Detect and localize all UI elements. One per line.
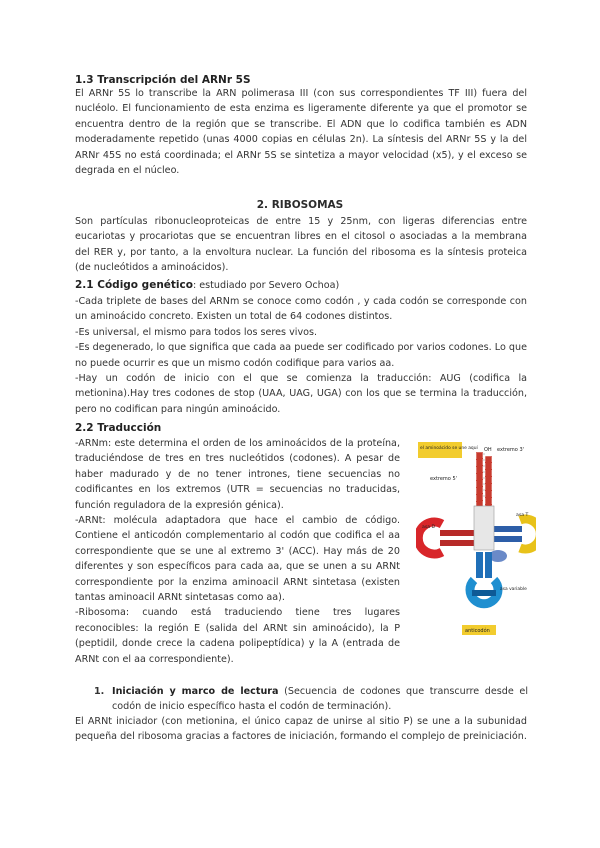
- numbered-item-heading: Iniciación y marco de lectura: [112, 686, 279, 697]
- t-arm-label: asa T: [516, 513, 529, 518]
- acceptor-stem: [476, 452, 492, 508]
- numbered-item-text: (Secuencia de codones que transcurre desde el codón de inicio específico hasta el codón de terminación).: [112, 686, 529, 713]
- five-end-label: extremo 5': [430, 476, 458, 482]
- section-13-heading: 1.3 Transcripción del ARNr 5S: [75, 74, 251, 86]
- section-22-list: [75, 436, 400, 667]
- three-end-label: extremo 3': [497, 447, 525, 453]
- section-22-item: -Ribosoma: cuando está traduciendo tiene tres lugares reconocibles: la región E (salida del ARNt sin aminoácido), la P (peptidil, donde crece la cadena polipeptídica) y la A (entrada de ARNt con el aa correspondiente).: [75, 607, 400, 665]
- section-21-heading: 2.1 Código genético: [75, 279, 193, 291]
- section-21-item: -Es universal, el mismo para todos los seres vivos.: [75, 326, 318, 338]
- anticodon-label: anticodón: [465, 628, 490, 634]
- variable-label: asa variable: [500, 587, 527, 592]
- section-21-item: -Hay un codón de inicio con el que se comienza la traducción: AUG (codifica la metionina).Hay tres codones de stop (UAA, UAG, UGA) con los que se termina la traducción, pero no codifican para ningún aminoácido.: [75, 373, 527, 415]
- numbered-item: [94, 684, 528, 715]
- section-21-heading-line: [75, 279, 527, 291]
- section-21-heading-suffix: : estudiado por Severo Ochoa): [192, 280, 340, 291]
- section-21-item: -Cada triplete de bases del ARNm se conoce como codón , y cada codón se corresponde con un aminoácido concreto. Existen un total de 64 codones distintos.: [75, 296, 527, 323]
- section-22-item: -ARNt: molécula adaptadora que hace el cambio de código. Contiene el anticodón complementario al codón que codifica el aa correspondiente que se une al extremo 3' (ACC). Hay más de 20 diferentes y son específicos para cada aa, que se unen a su ARNt correspondiente por la enzima aminoacil ARNt sintetasa (existen tantas aminoacil ARNt sintetasas como aa).: [75, 515, 400, 604]
- t-arm: [492, 512, 536, 549]
- section-21-item: -Es degenerado, lo que significa que cada aa puede ser codificado por varios codones. Lo que no puede ocurrir es que un mismo codón codifique para varios aa.: [75, 342, 527, 369]
- section-13-body: El ARNr 5S lo transcribe la ARN polimerasa III (con sus correspondientes TF III) fuera del nucléolo. El funcionamiento de esta enzima es ligeramente diferente ya que el promotor se encuentra dentro de la región que se transcribe. El ADN que lo codifica también es ADN moderadamente repetido (unas 4000 copias en células 2n). La síntesis del ARNr 5S y la del ARNr 45S no está coordinada; el ARNr 5S se sintetiza a mayor velocidad (x5), y el exceso se degrada en el núcleo.: [75, 88, 527, 177]
- section-2-heading: 2. RIBOSOMAS: [256, 199, 344, 211]
- numbered-item-number: 1.: [94, 686, 105, 697]
- section-22-heading: 2.2 Traducción: [75, 422, 162, 434]
- final-paragraph: El ARNt iniciador (con metionina, el único capaz de unirse al sitio P) se une a la subunidad pequeña del ribosoma gracias a factores de iniciación, formando el complejo de preiniciación.: [75, 716, 527, 743]
- oh-label: OH: [484, 447, 492, 453]
- d-arm-label: asa D: [422, 525, 436, 530]
- junction: [474, 506, 494, 550]
- section-21-list: [75, 294, 527, 417]
- d-arm: [418, 522, 476, 554]
- trna-figure: [416, 440, 536, 640]
- section-22-item: -ARNm: este determina el orden de los aminoácidos de la proteína, traduciéndose de tres en tres nucleótidos (codones). A pesar de haber madurado y de no tener intrones, tiene secuencias no codificantes en los extremos (UTR = secuencias no traducidas, función reguladora de la expresión génica).: [75, 438, 400, 511]
- section-2-body: Son partículas ribonucleoproteicas de entre 15 y 25nm, con ligeras diferencias entre eucariotas y procariotas que se encuentran libres en el citosol o asociadas a la membrana del RER y, por tanto, a la envoltura nuclear. La función del ribosoma es la síntesis proteica (de nucleótidos a aminoácidos).: [75, 216, 527, 274]
- amino-label-text: el aminoácido se une aquí: [420, 446, 478, 451]
